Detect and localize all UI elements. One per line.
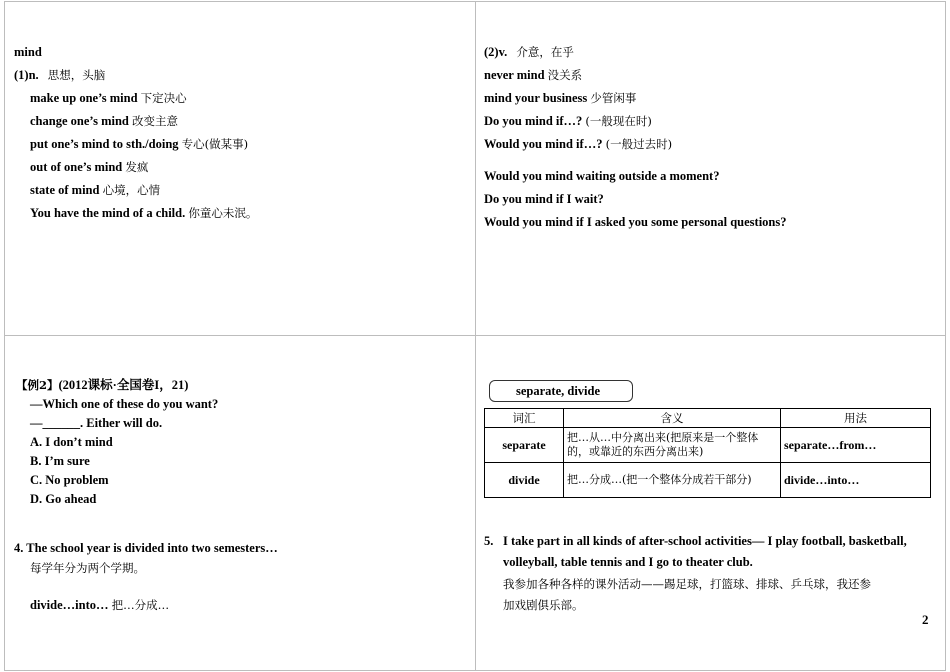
table-cell-meaning: 把…分成…(把一个整体分成若干部分)	[564, 463, 781, 498]
table-cell-word: divide	[485, 463, 564, 498]
q3-source: (2012课标·全国卷I，21)	[58, 378, 189, 392]
q3-example-tag: 【例2】	[16, 378, 59, 392]
q1-sense-label: (1)n.	[14, 68, 39, 82]
q1-sense-cn: 思想，头脑	[47, 68, 106, 82]
q2-item: Do you mind if…? (一般现在时)	[484, 114, 652, 128]
q2-example: Would you mind waiting outside a moment?	[484, 169, 720, 183]
q1-item: out of one’s mind 发疯	[30, 160, 149, 174]
q3-answer-blank: —______. Either will do.	[30, 416, 163, 430]
q1-item: state of mind 心境，心情	[30, 183, 161, 197]
table-header: 含义	[564, 409, 781, 428]
page-number: 2	[922, 612, 929, 627]
q1-item: change one’s mind 改变主意	[30, 114, 178, 128]
q2-item: mind your business 少管闲事	[484, 91, 637, 105]
table-header: 用法	[781, 409, 931, 428]
q2-example: Do you mind if I wait?	[484, 192, 604, 206]
q2-item: never mind 没关系	[484, 68, 583, 82]
table-cell-meaning: 把…从…中分离出来(把原来是一个整体的，或靠近的东西分离出来)	[564, 428, 781, 463]
q2-sense-label: (2)v.	[484, 45, 508, 59]
q1-sense	[14, 67, 105, 83]
q1-heading: mind	[14, 45, 42, 59]
q4-item5-number: 5.	[484, 534, 494, 548]
q3-example-header	[16, 377, 188, 393]
table-cell-usage: divide…into…	[781, 463, 931, 498]
q3-item4-cn: 每学年分为两个学期。	[30, 561, 145, 575]
q3-option: A. I don’t mind	[30, 435, 113, 449]
q1-item: put one’s mind to sth./doing 专心(做某事)	[30, 137, 249, 151]
q3-option: C. No problem	[30, 473, 109, 487]
q4-item5-cn: 我参加各种各样的课外活动——踢足球，打篮球、排球、乒乓球，我还参	[503, 577, 871, 591]
q1-item: You have the mind of a child. 你童心未泯。	[30, 206, 258, 220]
q2-sense	[484, 44, 574, 60]
vocab-table	[484, 408, 931, 498]
table-row	[485, 428, 931, 463]
q2-sense-cn: 介意，在乎	[516, 45, 574, 59]
table-cell-usage: separate…from…	[781, 428, 931, 463]
q3-pattern: divide…into… 把…分成…	[30, 598, 170, 612]
q3-question: —Which one of these do you want?	[30, 397, 219, 411]
q2-item: Would you mind if…? (一般过去时)	[484, 137, 673, 151]
topic-pill: separate, divide	[489, 380, 633, 402]
vertical-divider	[475, 1, 476, 671]
q3-option: B. I’m sure	[30, 454, 90, 468]
table-cell-word: separate	[485, 428, 564, 463]
q2-example: Would you mind if I asked you some personal questions?	[484, 215, 787, 229]
q3-option: D. Go ahead	[30, 492, 97, 506]
q4-item5-line: volleyball, table tennis and I go to theater club.	[503, 555, 753, 569]
table-row	[485, 463, 931, 498]
q3-item4: 4. The school year is divided into two semesters…	[14, 541, 278, 555]
table-header: 词汇	[485, 409, 564, 428]
table-header-row	[485, 409, 931, 428]
q4-item5-cn: 加戏剧俱乐部。	[503, 598, 584, 612]
q4-item5-line: I take part in all kinds of after-school activities— I play football, basketball,	[503, 534, 907, 548]
q1-item: make up one’s mind 下定决心	[30, 91, 187, 105]
horizontal-divider	[4, 335, 946, 336]
